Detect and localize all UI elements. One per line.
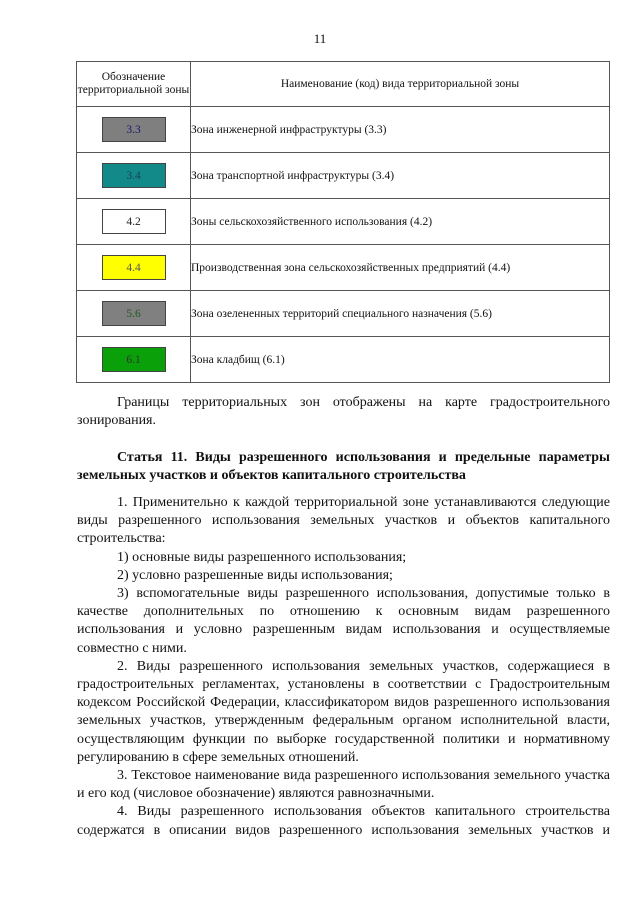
zones-table: [76, 61, 610, 383]
zone-swatch-cell: [77, 153, 191, 199]
zone-color-swatch: 4.2: [102, 209, 166, 234]
zone-name: Зона инженерной инфраструктуры (3.3): [191, 107, 610, 153]
zone-color-swatch: 3.4: [102, 163, 166, 188]
table-header-row: [77, 62, 610, 107]
zone-swatch-cell: [77, 199, 191, 245]
zone-color-swatch: 6.1: [102, 347, 166, 372]
zone-swatch-cell: [77, 291, 191, 337]
table-row: [77, 107, 610, 153]
zone-color-swatch: 5.6: [102, 301, 166, 326]
paragraph-1-item-1: 1) основные виды разрешенного использования;: [117, 549, 407, 565]
table-row: [77, 199, 610, 245]
article-body: [77, 494, 610, 840]
table-row: [77, 153, 610, 199]
paragraph-1-item-2: 2) условно разрешенные виды использования;: [117, 567, 393, 583]
header-zone-name: Наименование (код) вида территориальной зоны: [191, 62, 610, 107]
table-row: [77, 245, 610, 291]
zone-swatch-cell: [77, 245, 191, 291]
zone-color-swatch: 4.4: [102, 255, 166, 280]
zone-color-swatch: 3.3: [102, 117, 166, 142]
paragraph-2: 2. Виды разрешенного использования земельных участков, содержащиеся в градостроительных регламентах, установлены в соответствии с Градостроительным кодексом Российской Федерации, классификатором видов разрешенного использования земельных участков, утвержденным федеральным органом исполнительной власти, осуществляющим функции по выборке государственной политики и нормативному регулированию в сфере земельных отношений.: [77, 658, 610, 765]
zone-name: Зоны сельскохозяйственного использования (4.2): [191, 199, 610, 245]
article-heading: Статья 11. Виды разрешенного использования и предельные параметры земельных участков и объектов капитального строительства: [77, 450, 610, 484]
borders-note: Границы территориальных зон отображены на карте градостроительного зонирования.: [77, 395, 610, 429]
paragraph-3: 3. Текстовое наименование вида разрешенного использования земельного участка и его код (числовое обозначение) являются равнозначными.: [77, 768, 610, 802]
table-row: [77, 337, 610, 383]
zone-swatch-cell: [77, 337, 191, 383]
zone-swatch-cell: [77, 107, 191, 153]
zone-name: Зона кладбищ (6.1): [191, 337, 610, 383]
table-row: [77, 291, 610, 337]
header-zone-designation: Обозначение территориальной зоны: [77, 62, 191, 107]
paragraph-1-item-3: 3) вспомогательные виды разрешенного использования, допустимые только в качестве дополнительных по отношению к основным видам разрешенного использования и условно разрешенным видам использования и осуществляемые совместно с ними.: [77, 586, 610, 656]
page-number: 11: [313, 31, 327, 46]
paragraph-1: 1. Применительно к каждой территориальной зоне устанавливаются следующие виды разрешенного использования земельных участков и объектов капитального строительства:: [77, 495, 610, 547]
zone-name: Зона озелененных территорий специального назначения (5.6): [191, 291, 610, 337]
zone-name: Производственная зона сельскохозяйственных предприятий (4.4): [191, 245, 610, 291]
zone-name: Зона транспортной инфраструктуры (3.4): [191, 153, 610, 199]
paragraph-4: 4. Виды разрешенного использования объектов капитального строительства содержатся в описании видов разрешенного использования земельных участков и: [77, 804, 610, 838]
